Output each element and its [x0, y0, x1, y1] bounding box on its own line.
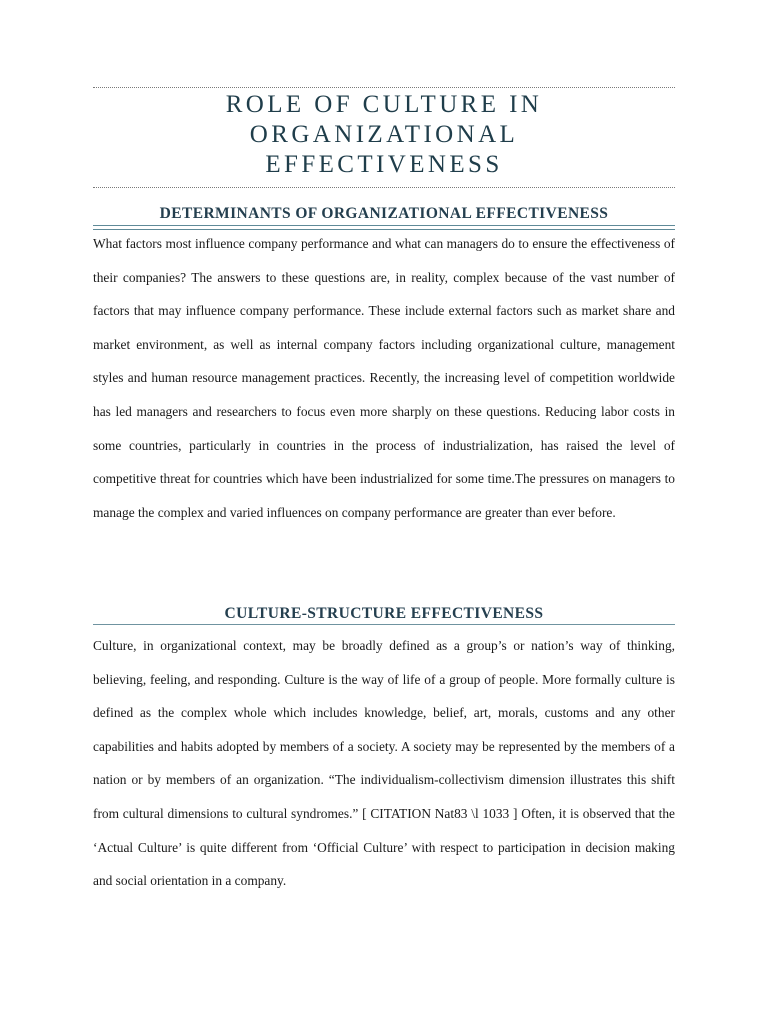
title-line-3: EFFECTIVENESS: [265, 151, 503, 178]
document-title: [93, 90, 675, 180]
title-line-1: ROLE OF CULTURE IN: [225, 91, 543, 118]
section-heading-culture-structure: CULTURE-STRUCTURE EFFECTIVENESS: [224, 605, 544, 622]
title-bottom-dotted-rule: [93, 187, 675, 188]
document-page: [93, 0, 675, 1024]
section-heading-determinants: DETERMINANTS OF ORGANIZATIONAL EFFECTIVENESS: [159, 205, 609, 222]
title-top-dotted-rule: [93, 87, 675, 88]
section-body-culture-structure: Culture, in organizational context, may be broadly defined as a group’s or nation’s way of thinking, believing, feeling, and responding. Culture is the way of life of a group of people. More formally culture is defined as the complex whole which includes knowledge, belief, art, morals, customs and any other capabilities and habits adopted by members of a society. A society may be represented by the members of a nation or by members of an organization. “The individualism-collectivism dimension illustrates this shift from cultural dimensions to cultural syndromes.” [ CITATION Nat83 \l 1033 ] Often, it is observed that the ‘Actual Culture’ is quite different from ‘Official Culture’ with respect to participation in decision making and social orientation in a company.: [93, 638, 675, 889]
section-heading-underline: [93, 624, 675, 625]
section-body-determinants: What factors most influence company performance and what can managers do to ensure the effectiveness of their companies? The answers to these questions are, in reality, complex because of the vast number of factors that may influence company performance. These include external factors such as market share and market environment, as well as internal company factors including organizational culture, management styles and human resource management practices. Recently, the increasing level of competition worldwide has led managers and researchers to focus even more sharply on these questions. Reducing labor costs in some countries, particularly in countries in the process of industrialization, has raised the level of competitive threat for countries which have been industrialized for some time.The pressures on managers to manage the complex and varied influences on company performance are greater than ever before.: [93, 236, 675, 520]
title-line-2: ORGANIZATIONAL: [249, 121, 519, 148]
